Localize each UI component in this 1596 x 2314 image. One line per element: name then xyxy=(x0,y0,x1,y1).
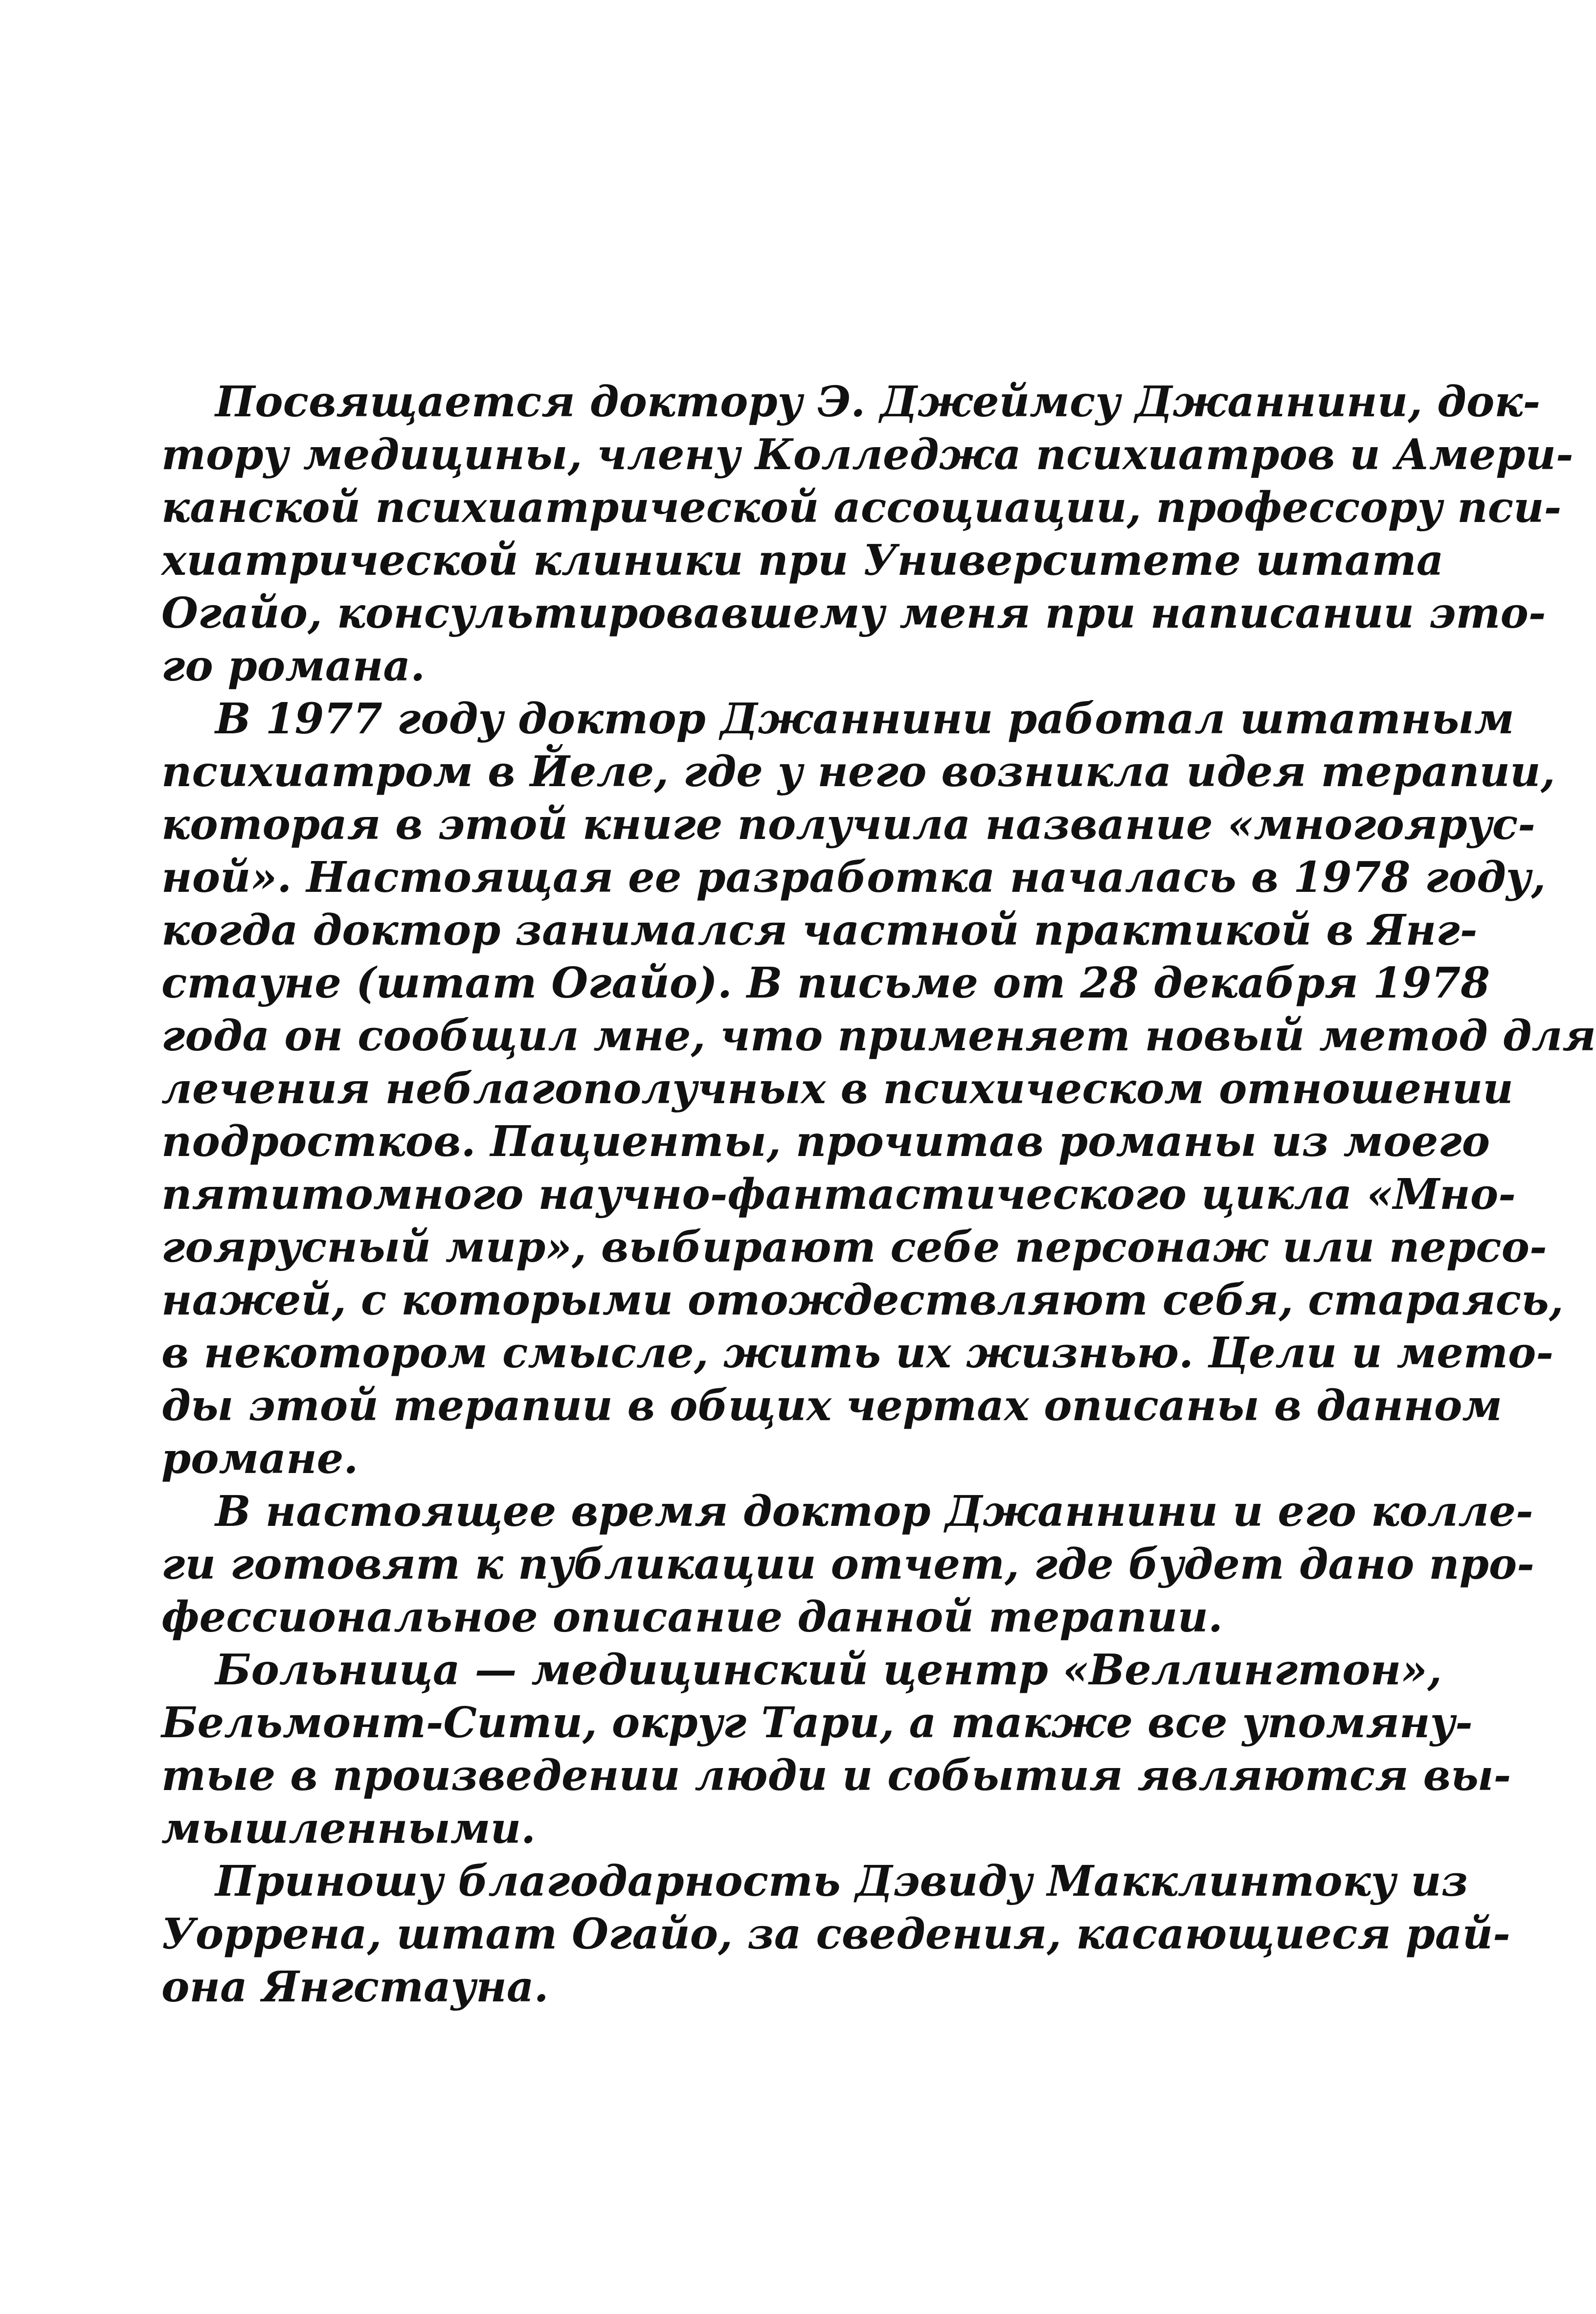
text-line: Бельмонт-Сити, округ Тари, а также все упомяну- xyxy=(161,1698,1473,1747)
paragraph-therapy-history xyxy=(161,693,1596,1485)
text-line: тые в произведении люди и события являются вы- xyxy=(161,1751,1511,1800)
text-line: ды этой терапии в общих чертах описаны в данном xyxy=(161,1381,1503,1430)
text-line: ги готовят к публикации отчет, где будет дано про- xyxy=(161,1540,1534,1589)
text-line: когда доктор занимался частной практикой в Янг- xyxy=(161,906,1478,955)
text-line: которая в этой книге получила название «многоярус- xyxy=(161,800,1535,849)
text-line: Приношу благодарность Дэвиду Макклинтоку из xyxy=(215,1857,1468,1906)
dedication-text xyxy=(161,376,1596,2014)
text-line: мышленными. xyxy=(161,1804,536,1853)
text-line: психиатром в Йеле, где у него возникла идея терапии, xyxy=(161,747,1555,796)
paragraph-disclaimer xyxy=(161,1644,1511,1855)
text-line: тору медицины, члену Колледжа психиатров и Амери- xyxy=(161,430,1574,479)
paragraph-acknowledgement xyxy=(161,1855,1510,2014)
text-line: канской психиатрической ассоциации, профессору пси- xyxy=(161,483,1562,532)
text-line: она Янгстауна. xyxy=(161,1962,549,2012)
text-line: лечения неблагополучных в психическом отношении xyxy=(161,1064,1513,1113)
text-line: пятитомного научно-фантастического цикла «Мно- xyxy=(161,1170,1516,1219)
text-line: В настоящее время доктор Джаннини и его колле- xyxy=(215,1487,1533,1536)
paragraph-publication xyxy=(161,1485,1534,1644)
text-line: В 1977 году доктор Джаннини работал штатным xyxy=(215,694,1514,744)
text-line: Огайо, консультировавшему меня при написании это- xyxy=(161,589,1546,638)
text-line: гоярусный мир», выбирают себе персонаж или персо- xyxy=(161,1223,1547,1272)
text-line: го романа. xyxy=(161,641,426,691)
text-line: в некотором смысле, жить их жизнью. Цели и мето- xyxy=(161,1328,1554,1378)
text-line: стауне (штат Огайо). В письме от 28 декабря 1978 xyxy=(161,958,1490,1008)
paragraph-dedication xyxy=(161,376,1574,693)
text-line: подростков. Пациенты, прочитав романы из моего xyxy=(161,1117,1490,1166)
text-line: фессиональное описание данной терапии. xyxy=(161,1592,1223,1642)
text-line: романе. xyxy=(161,1434,359,1483)
text-line: ной». Настоящая ее разработка началась в 1978 году, xyxy=(161,853,1546,902)
text-line: нажей, с которыми отождествляют себя, стараясь, xyxy=(161,1275,1564,1325)
text-line: хиатрической клиники при Университете штата xyxy=(161,536,1444,585)
text-line: года он сообщил мне, что применяет новый метод для xyxy=(161,1011,1596,1061)
text-line: Посвящается доктору Э. Джеймсу Джаннини, док- xyxy=(215,377,1541,427)
text-line: Больница — медицинский центр «Веллингтон», xyxy=(215,1645,1442,1695)
text-line: Уоррена, штат Огайо, за сведения, касающиеся рай- xyxy=(161,1909,1510,1959)
